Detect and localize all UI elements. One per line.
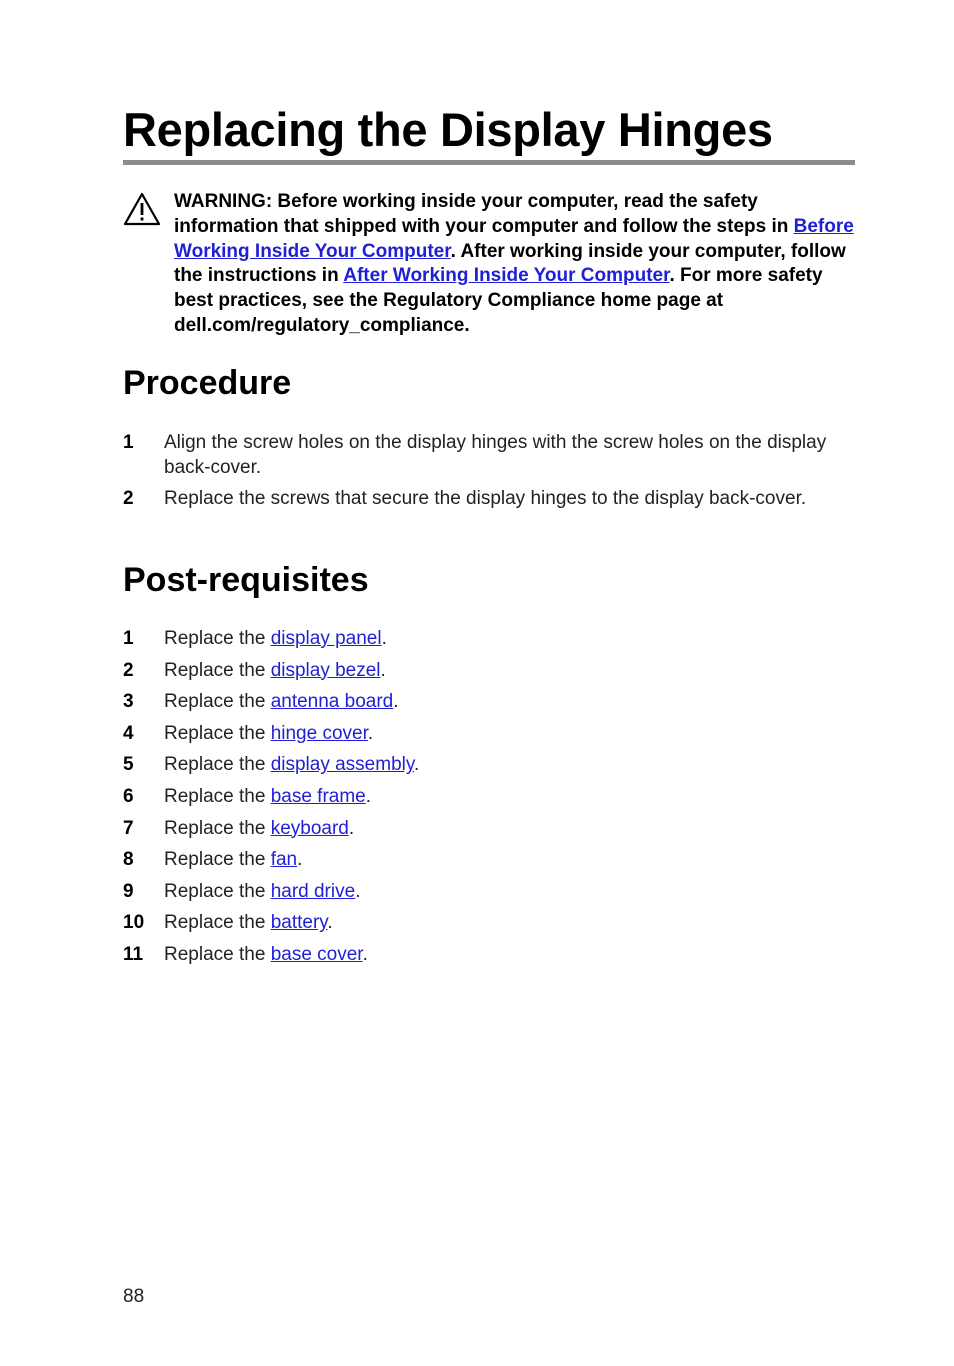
step-link[interactable]: base cover [270,943,363,965]
step-number: 1 [123,432,134,453]
step-number: 4 [123,722,134,744]
step-number: 7 [123,817,134,839]
postrequisite-step [123,816,855,848]
warning-text [174,190,855,339]
step-number: 9 [123,880,134,902]
step-prefix: Replace the [164,722,271,744]
step-prefix: Replace the [164,817,271,839]
step-text [164,879,855,904]
postrequisites-list [123,626,855,974]
step-number: 2 [123,488,134,509]
step-link[interactable]: battery [270,912,328,934]
step-link[interactable]: fan [270,849,298,871]
step-text [164,847,855,872]
step-text [164,910,855,935]
step-prefix: Replace the [164,880,271,902]
step-prefix: Replace the [164,691,271,713]
step-number: 3 [123,691,134,713]
step-link[interactable]: hinge cover [270,722,368,744]
page-number: 88 [123,1286,145,1307]
step-link[interactable]: keyboard [270,817,349,839]
step-number: 5 [123,754,134,776]
postrequisite-step [123,626,855,658]
step-prefix: Replace the [164,849,271,871]
postrequisite-step [123,879,855,911]
before-working-link[interactable]: Before Working Inside Your Computer [174,215,854,262]
step-text [164,626,855,651]
warning-block [123,190,855,339]
step-text [164,816,855,841]
procedure-step [123,430,855,480]
step-link[interactable]: display bezel [270,659,381,681]
procedure-step [123,486,855,511]
step-number: 10 [123,912,145,934]
step-number: 1 [123,628,134,649]
step-number: 6 [123,785,134,807]
warning-text-part1: WARNING: Before working inside your computer, read the safety information that shipped with your computer and follow the steps in [174,191,794,237]
step-suffix: . [381,628,387,649]
step-suffix: . [393,691,399,713]
step-suffix: . [413,754,420,776]
step-number: 11 [123,943,144,965]
step-prefix: Replace the [164,659,271,681]
warning-text-part3: . For more safety best practices, see the Regulatory Compliance home page at dell.com/regulatory_compliance. [174,265,823,336]
step-suffix: . [348,817,355,839]
postrequisite-step [123,752,855,784]
step-suffix: . [365,785,372,807]
page-title: Replacing the Display Hinges [123,100,855,165]
step-text: Align the screw holes on the display hinges with the screw holes on the display back-cover. [164,432,827,478]
warning-triangle-icon [123,192,161,226]
procedure-list [123,430,855,517]
step-text [164,752,855,777]
step-text [164,784,855,809]
postrequisite-step [123,721,855,753]
step-link[interactable]: antenna board [270,691,394,713]
step-suffix: . [297,849,303,871]
postrequisite-step [123,658,855,690]
step-text [164,942,855,967]
step-link[interactable]: base frame [270,785,366,807]
postrequisite-step [123,689,855,721]
step-suffix: . [380,659,386,681]
postrequisite-step [123,942,855,974]
step-suffix: . [362,943,368,965]
step-number: 2 [123,659,134,681]
step-link[interactable]: display panel [270,628,382,649]
step-prefix: Replace the [164,628,271,649]
step-link[interactable]: display assembly [270,754,414,776]
step-link[interactable]: hard drive [270,880,356,902]
step-prefix: Replace the [164,912,271,934]
step-suffix: . [327,912,333,934]
after-working-link[interactable]: After Working Inside Your Computer [343,265,670,287]
step-text: Replace the screws that secure the display hinges to the display back-cover. [164,488,807,509]
postrequisites-heading: Post-requisites [123,561,369,599]
warning-text-part2: . After working inside your computer, follow the instructions in [174,240,846,287]
step-text [164,721,855,746]
step-text [164,658,855,683]
step-prefix: Replace the [164,785,271,807]
step-text [164,689,855,714]
postrequisite-step [123,847,855,879]
postrequisite-step [123,910,855,942]
step-suffix: . [367,722,374,744]
step-prefix: Replace the [164,943,271,965]
postrequisite-step [123,784,855,816]
step-number: 8 [123,849,134,871]
step-prefix: Replace the [164,754,271,776]
procedure-heading: Procedure [123,364,292,402]
step-suffix: . [355,880,361,902]
